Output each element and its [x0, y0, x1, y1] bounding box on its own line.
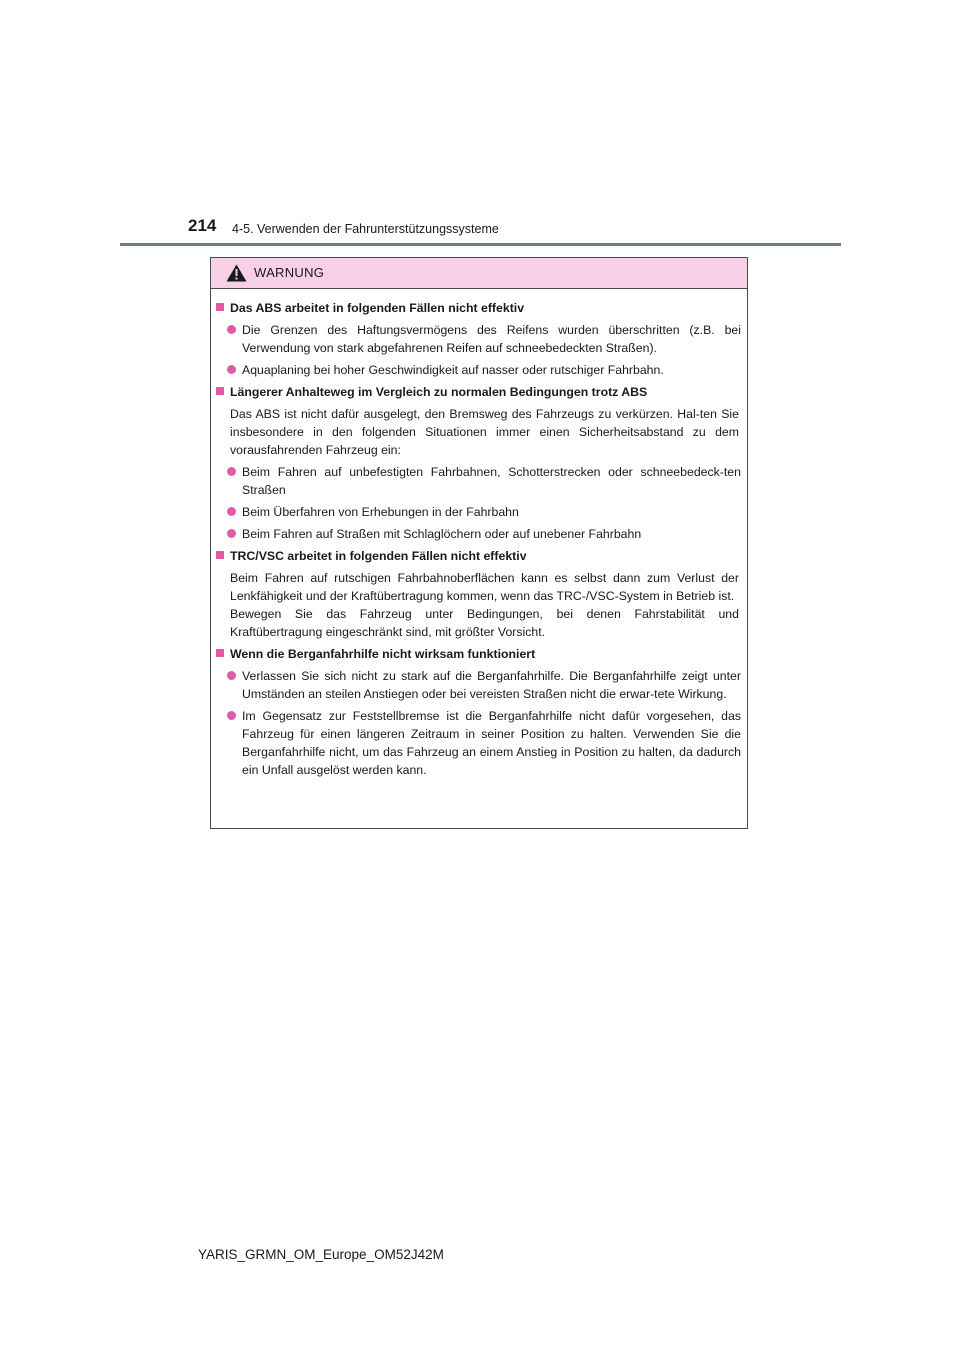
- round-bullet-icon: [227, 365, 236, 374]
- list-item-text: Beim Überfahren von Erhebungen in der Fahrbahn: [242, 505, 519, 519]
- round-bullet-icon: [227, 467, 236, 476]
- round-bullet-icon: [227, 507, 236, 516]
- heading-text: Längerer Anhalteweg im Vergleich zu normalen Bedingungen trotz ABS: [230, 385, 648, 399]
- round-bullet-icon: [227, 325, 236, 334]
- square-bullet-icon: [216, 551, 224, 559]
- list-item: [211, 667, 747, 703]
- warning-header: [211, 258, 747, 289]
- warning-triangle-icon: [226, 264, 247, 282]
- warning-heading: [211, 299, 747, 317]
- list-item: [211, 525, 747, 543]
- warning-content: [211, 299, 747, 783]
- page-number: 214: [188, 216, 217, 235]
- header-rule: [120, 243, 841, 246]
- list-item: [211, 707, 747, 779]
- round-bullet-icon: [227, 671, 236, 680]
- list-item: [211, 463, 747, 499]
- round-bullet-icon: [227, 529, 236, 538]
- list-item: [211, 361, 747, 379]
- square-bullet-icon: [216, 649, 224, 657]
- list-item-text: Im Gegensatz zur Feststellbremse ist die Berganfahrhilfe nicht dafür vorgesehen, das Fahrzeug für einen längeren Zeitraum in seiner Position zu halten. Verwenden Sie die Berganfahrhilfe nicht, um das Fahrzeug an einem Anstieg in Position zu halten, da dadurch ein Unfall ausgelöst werden kann.: [242, 709, 741, 777]
- list-item: [211, 321, 747, 357]
- paragraph: Das ABS ist nicht dafür ausgelegt, den Bremsweg des Fahrzeugs zu verkürzen. Hal-ten Sie insbesondere in den folgenden Situationen immer einen Sicherheitsabstand zu dem vorausfahrenden Fahrzeug ein:: [230, 407, 739, 457]
- list-item-text: Verlassen Sie sich nicht zu stark auf die Berganfahrhilfe. Die Berganfahrhilfe zeigt unter Umständen an steilen Anstiegen oder bei vereisten Straßen nicht die erwar-tete Wirkung.: [242, 669, 741, 701]
- heading-text: TRC/VSC arbeitet in folgenden Fällen nicht effektiv: [230, 549, 527, 563]
- document-code: YARIS_GRMN_OM_Europe_OM52J42M: [198, 1247, 444, 1262]
- list-item-text: Die Grenzen des Haftungsvermögens des Reifens wurden überschritten (z.B. bei Verwendung von stark abgefahrenen Reifen auf schneebedeckten Straßen).: [242, 323, 741, 355]
- warning-heading: [211, 383, 747, 401]
- warning-heading: [211, 645, 747, 663]
- list-item-text: Beim Fahren auf unbefestigten Fahrbahnen, Schotterstrecken oder schneebedeck-ten Straßen: [242, 465, 741, 497]
- list-item-text: Aquaplaning bei hoher Geschwindigkeit auf nasser oder rutschiger Fahrbahn.: [242, 363, 664, 377]
- warning-heading: [211, 547, 747, 565]
- list-item-text: Beim Fahren auf Straßen mit Schlaglöchern oder auf unebener Fahrbahn: [242, 527, 642, 541]
- square-bullet-icon: [216, 387, 224, 395]
- list-item: [211, 503, 747, 521]
- heading-text: Wenn die Berganfahrhilfe nicht wirksam funktioniert: [230, 647, 536, 661]
- round-bullet-icon: [227, 711, 236, 720]
- paragraph: Bewegen Sie das Fahrzeug unter Bedingungen, bei denen Fahrstabilität und Kraftübertragung eingeschränkt sind, mit größter Vorsicht.: [230, 607, 739, 639]
- warning-title: WARNUNG: [254, 265, 325, 280]
- section-title: 4-5. Verwenden der Fahrunterstützungssysteme: [232, 222, 499, 236]
- square-bullet-icon: [216, 303, 224, 311]
- heading-text: Das ABS arbeitet in folgenden Fällen nicht effektiv: [230, 301, 525, 315]
- paragraph: Beim Fahren auf rutschigen Fahrbahnoberflächen kann es selbst dann zum Verlust der Lenkfähigkeit und der Kraftübertragung kommen, wenn das TRC-/VSC-System in Betrieb ist.: [230, 571, 739, 603]
- warning-box: [210, 257, 748, 829]
